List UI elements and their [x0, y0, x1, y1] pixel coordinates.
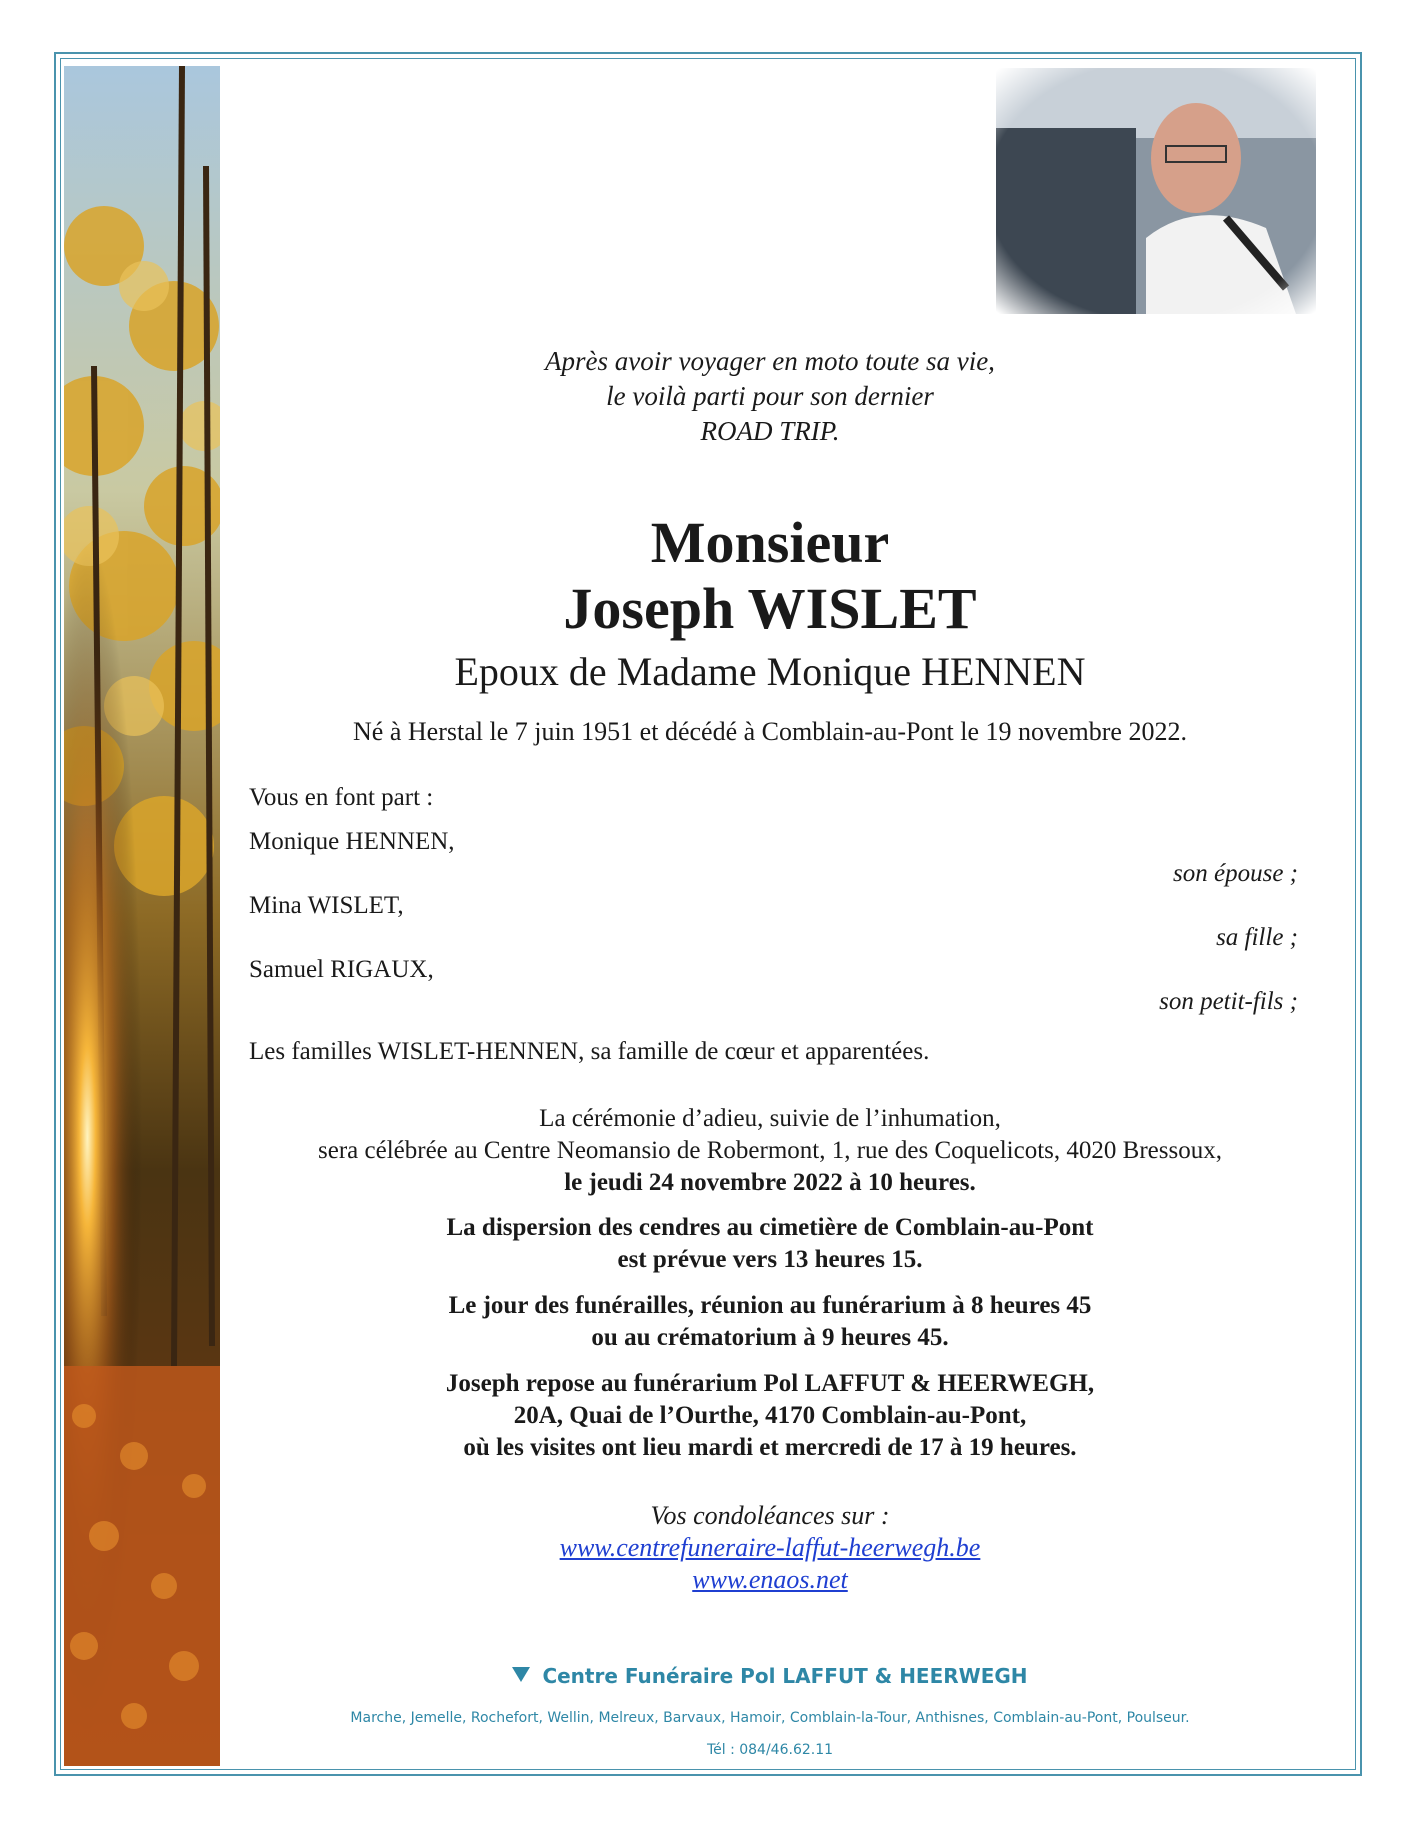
announcement-intro: Vous en font part :	[249, 784, 434, 811]
dispersion-line: La dispersion des cendres au cimetière de Comblain-au-Pont	[446, 1214, 1094, 1241]
rest-line: 20A, Quai de l’Ourthe, 4170 Comblain-au-Pont,	[513, 1402, 1027, 1429]
family-member-relation: sa fille ;	[1216, 924, 1298, 951]
deceased-title	[240, 510, 1300, 642]
rest-line: Joseph repose au funérarium Pol LAFFUT & HEERWEGH,	[445, 1370, 1095, 1397]
spouse-line: Epoux de Madame Monique HENNEN	[454, 649, 1086, 694]
deceased-name: Joseph WISLET	[563, 576, 977, 641]
dispersion-info	[240, 1212, 1300, 1276]
autumn-forest-image	[64, 66, 220, 1766]
funeral-home-towns: Marche, Jemelle, Rochefort, Wellin, Melreux, Barvaux, Hamoir, Comblain-la-Tour, Anthisnes, Comblain-au-Pont, Poulseur.	[350, 1710, 1190, 1726]
ceremony-line: La cérémonie d’adieu, suivie de l’inhumation,	[539, 1105, 1001, 1132]
dispersion-line: est prévue vers 13 heures 15.	[617, 1246, 923, 1273]
honorific: Monsieur	[650, 510, 890, 575]
families-line: Les familles WISLET-HENNEN, sa famille de cœur et apparentées.	[249, 1038, 930, 1065]
meeting-info	[240, 1290, 1300, 1354]
condolences-link-laffut[interactable]: www.centrefuneraire-laffut-heerwegh.be	[559, 1533, 981, 1562]
triangle-down-icon	[512, 1667, 530, 1682]
ceremony-line: sera célébrée au Centre Neomansio de Robermont, 1, rue des Coquelicots, 4020 Bressoux,	[318, 1137, 1222, 1164]
family-member-relation: son épouse ;	[1173, 860, 1298, 887]
ceremony-date: le jeudi 24 novembre 2022 à 10 heures.	[564, 1169, 976, 1196]
condolences	[240, 1500, 1300, 1596]
epitaph-quote	[240, 344, 1300, 449]
family-member-name: Monique HENNEN,	[249, 828, 455, 855]
quote-line: Après avoir voyager en moto toute sa vie,	[545, 346, 995, 376]
condolences-label: Vos condoléances sur :	[650, 1501, 890, 1530]
portrait-photo	[996, 68, 1316, 314]
condolences-link-enaos[interactable]: www.enaos.net	[692, 1565, 848, 1594]
funeral-home-label: Centre Funéraire Pol LAFFUT & HEERWEGH	[542, 1664, 1028, 1688]
quote-line: ROAD TRIP.	[700, 416, 840, 446]
rest-line: où les visites ont lieu mardi et mercredi de 17 à 19 heures.	[463, 1434, 1077, 1461]
birth-death-line: Né à Herstal le 7 juin 1951 et décédé à Comblain-au-Pont le 19 novembre 2022.	[353, 717, 1187, 746]
meeting-line: ou au crématorium à 9 heures 45.	[591, 1324, 949, 1351]
family-member-name: Mina WISLET,	[249, 892, 404, 919]
family-member-name: Samuel RIGAUX,	[249, 956, 434, 983]
family-member-relation: son petit-fils ;	[1159, 988, 1298, 1015]
funeral-home-phone: Tél : 084/46.62.11	[706, 1742, 834, 1758]
rest-info	[240, 1368, 1300, 1464]
ceremony-info	[240, 1103, 1300, 1199]
meeting-line: Le jour des funérailles, réunion au funérarium à 8 heures 45	[448, 1292, 1092, 1319]
funeral-home-name	[240, 1663, 1300, 1689]
quote-line: le voilà parti pour son dernier	[606, 381, 934, 411]
